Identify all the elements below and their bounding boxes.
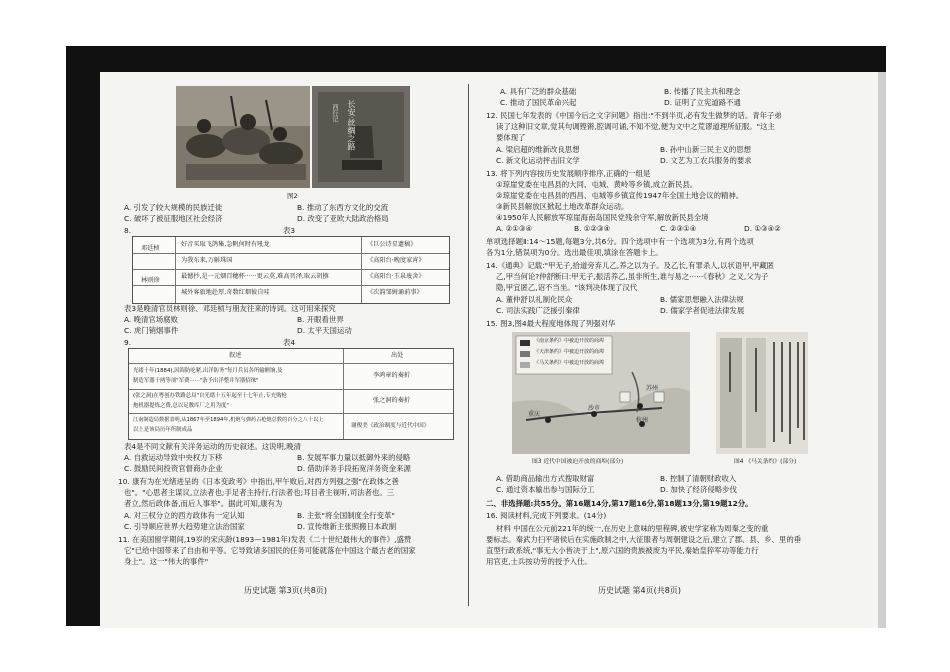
figure2-painting [176,86,310,188]
q12-option-c: C. 新文化运动抨击旧文学 [496,156,580,165]
figure4-treaty [716,332,808,454]
q15-option-c: C. 通过资本输出参与国际分工 [496,485,595,494]
table3-poem: 为我东来,万斛珠国 [181,257,233,264]
table4-header-source: 出处 [391,352,404,359]
map-city: 杭州 [636,417,649,424]
q13-option-b: B. ①②③④ [574,224,611,233]
page-footer-left: 历史试题 第3页(共8页) [244,586,327,595]
q7-option-d: D. 改变了亚欧大陆政治格局 [297,214,389,223]
table4-text: (张之洞)在粤创办铁路总局"自光绪十五年起至十七年止,专充购枪 [133,393,287,399]
q11-stem: 它"已给中国带来了自由和平等。它导致诸多国民的任务可能就落在中国这个最古老的国家 [124,546,416,555]
q7-option-b: B. 推动了东西方文化的交流 [297,203,389,212]
q9-option-c: C. 鼓励民间投资官督商办企业 [124,464,223,473]
table4-text: 江南制造局数据表明,从1867年至1894年,机炮与弹药占枪炮总数的百分之八十以上 [133,417,324,423]
table3-name: 邓廷桢 [141,245,160,252]
section2-note: 单项选择题Ⅱ:14～15题,每题3分,共6分。四个选项中有一个选项为3分,有两个选项 [486,237,754,246]
q11-option-c: C. 推动了国民革命兴起 [500,98,577,107]
q9-option-a: A. 自救运动导致中央权力下移 [124,453,223,462]
q16-material: 直型行政系统,"事无大小皆决于上",原六国的贵族被废为平民,秦始皇猝军功等能力行 [486,546,759,555]
q10-option-a: A. 对三权分立的西方政体有一定认知 [124,511,245,520]
q12-stem: 要体现了 [496,133,526,142]
q8-stem: 表3是晚清官员林则徐、邓廷桢与朋友往来的诗词。这可用来探究 [124,304,336,313]
table4-header-text: 叙述 [229,352,242,359]
table3 [132,236,450,304]
table4-text: 炮机器提炼之费,总以足敷库厂之用为度" [133,403,229,409]
q14-stem: 14.《通典》记载:"甲无子,拾道旁弃儿乙,养之以为子。及乙长,有罪杀人,以状语甲,甲藏匿 [486,261,775,270]
q14-stem: 隐,甲宜匿乙,诏不当坐。"该判决体现了汉代 [496,283,638,292]
map-city: 重庆 [528,411,541,418]
q8-option-d: D. 太平天国运动 [297,326,352,335]
q10-option-c: C. 引导顺应世界大趋势建立法治国家 [124,522,245,531]
q8-number: 8. [124,226,132,235]
map-legend-item: 《马关条约》中被迫开放的商埠 [534,360,605,366]
map-city: 沙市 [588,405,601,412]
table3-poem: 城外客旅地赴厚,奇数红烟彼自哇 [181,289,270,296]
table3-source: 《高阳台·玉泉废舍》 [367,273,425,280]
section2-note: 各为1分,错误项为0分。选出最佳项,填涂在答题卡上。 [486,248,663,257]
q14-option-c: C. 司法实践广泛援引秦律 [496,306,580,315]
q11-option-b: B. 传播了民主共和理念 [664,87,741,96]
q14-stem: 乙,甲当何论?仲舒断曰:甲无子,振活养乙,虽非所生,谁与易之······《春秋》之义,父为子 [496,272,769,281]
q7-option-a: A. 引发了较大规模的民族迁徙 [124,203,223,212]
q16-stem: 16. 阅读材料,完成下列要求。(14分) [486,511,607,520]
table3-source: 《高阳台·晚度家宵》 [367,257,425,264]
table4-text: 以上是该局历年所制成品 [133,427,193,433]
table4-source: 李鸿章的奏折 [373,372,411,379]
table4-text: 光绪十年(1884),因海防吃紧,出洋防务"每月兵员各所输额饷,及 [133,368,283,374]
table4-source: 谢俊美《政治制度与近代中国》 [351,423,430,429]
table3-source: 《次韵邹姆诵前事》 [367,289,423,296]
figure2-book-cover [312,86,410,188]
q13-stem: 13. 将下列内容按历史发展顺序排序,正确的一组是 [486,169,651,178]
q15-option-d: D. 加快了经济侵略步伐 [660,485,737,494]
table3-poem: 最憾抄,是一元烟百穗杯······更云莫,难高晋泽,取云胡猕 [181,273,329,280]
q13-option-a: A. ②①③④ [496,224,533,233]
q10-stem: 也"。"心思者主谋议,立法者也;手足者主持行,行法者也;耳目者主视听,司法者也。三 [124,488,395,497]
table3-name: 林则徐 [141,277,160,284]
q16-material: 用官吏,士兵按功劳的授予入仕。 [486,557,592,566]
q10-option-d: D. 宣传维新主张照搬日本政制 [297,522,397,531]
q13-option-d: D. ①③④② [744,224,781,233]
q13-item: ③新民县解放区掀起土地改革群众运动。 [496,202,629,211]
q8-option-a: A. 晚清官场腐败 [124,315,178,324]
q13-item: ②琼崖党委在屯昌县的西昌、屯城等乡镇宣传1947年全国土地会议的精神。 [496,191,744,200]
figure3-caption: 图3 近代中国被迫开放的商埠(部分) [532,459,624,465]
q13-item: ④1950年人民解放军琼崖海南岛国民党残余守军,解放新民县全境 [496,213,709,222]
q11-option-a: A. 具有广泛的群众基础 [500,87,577,96]
q13-item: ①琼崖党委在屯昌县的大同、屯城、黄岭等乡镇,成立新民县。 [496,180,698,189]
q10-option-b: B. 主张"将全国制度全行变革" [297,511,395,520]
table4-source: 张之洞的奏折 [373,397,411,404]
table3-source: 《巨公诗星遗稿》 [367,241,417,248]
q15-option-a: A. 借助商品输出方式搜取财富 [496,474,595,483]
q9-option-d: D. 借助洋务手段拓宽洋务资金来源 [297,464,411,473]
page-footer-right: 历史试题 第4页(共8页) [598,586,681,595]
q16-material: 要标志。秦武力扫平诸侯后在实施政制之中,大征服者与周朝建设之后,建立了郡、县、乡、里的垂 [486,535,802,544]
q9-option-b: B. 发展军事力量以抵御外来的侵略 [297,453,411,462]
q15-stem: 15. 图3,图4最大程度地体现了列强对华 [486,319,616,328]
table4 [128,348,454,440]
q14-option-d: D. 儒家学者促进法律发展 [660,306,745,315]
q14-option-b: B. 儒家思想融入法律法规 [660,295,744,304]
q7-option-c: C. 破坏了被征服地区社会经济 [124,214,223,223]
q12-stem: 12. 民国七年发表的《中国今后之文字问题》指出:"不到半页,必有发生做梦的话。青年子弟 [486,111,782,120]
book-title: 长安·丝绸之路 [347,100,356,151]
map-legend-item: 《南京条约》中被迫开放的商埠 [534,338,605,344]
table4-title: 表4 [283,338,296,347]
q12-stem: 读了这种旧文章,觉其句调铿锵,腔调可诵,不知不觉,便为文中之荒谬道理所征服。"这主 [496,122,775,131]
q9-stem: 表4是不同文献有关洋务运动的历史叙述。这说明,晚清 [124,442,302,451]
q14-option-a: A. 董仲舒以礼制化民众 [496,295,573,304]
map-legend-item: 《天津条约》中被迫开放的商埠 [534,349,605,355]
q12-option-b: B. 孙中山新三民主义的思想 [660,145,752,154]
q10-stem: 者立,然后政体备,而后人事举"。据此可知,康有为 [124,499,283,508]
q12-option-d: D. 文艺为工农兵服务的要求 [660,156,752,165]
q12-option-a: A. 梁启超的维新改良思想 [496,145,580,154]
q11-stem: 11. 在美国留学期间,19岁的宋庆龄(1893—1981年)发表《二十世纪最伟大的事件》,盛赞 [118,535,412,544]
q10-stem: 10. 康有为在光绪进呈的《日本变政考》中指出,甲午败后,对西方列强之强"在政体之善 [118,477,399,486]
q16-material: 材料 中国在公元前221年的统一,在历史上意味的里程碑,被史学家称为周秦之变的重 [496,524,769,533]
figure4-caption: 图4 《马关条约》(部分) [734,459,797,465]
page-edge [878,72,886,628]
q11-stem: 身上"。这一"伟大的事件" [124,557,209,566]
table4-text: 制造军器于两等项"军费······"条予出洋整并军器招徕" [133,378,259,384]
q13-option-c: C. ②③①④ [660,224,697,233]
table3-title: 表3 [283,226,296,235]
q8-option-c: C. 虎门销烟事件 [124,326,179,335]
table3-poem: 好音买取飞鸽集,急帆何时有吼龙 [181,241,270,248]
q15-option-b: B. 控制了清朝财政收入 [660,474,737,483]
map-city: 苏州 [646,385,659,392]
book-subtitle: 西行记 [331,104,338,122]
figure2-caption: 图2 [287,192,298,200]
section3-heading: 二、非选择题:共55分。第16题14分,第17题16分,第18题13分,第19题12分。 [486,499,753,508]
column-divider [468,84,469,606]
q11-option-d: D. 证明了立宪道路不通 [664,98,741,107]
q9-number: 9. [124,338,132,347]
q8-option-b: B. 开眼看世界 [297,315,344,324]
